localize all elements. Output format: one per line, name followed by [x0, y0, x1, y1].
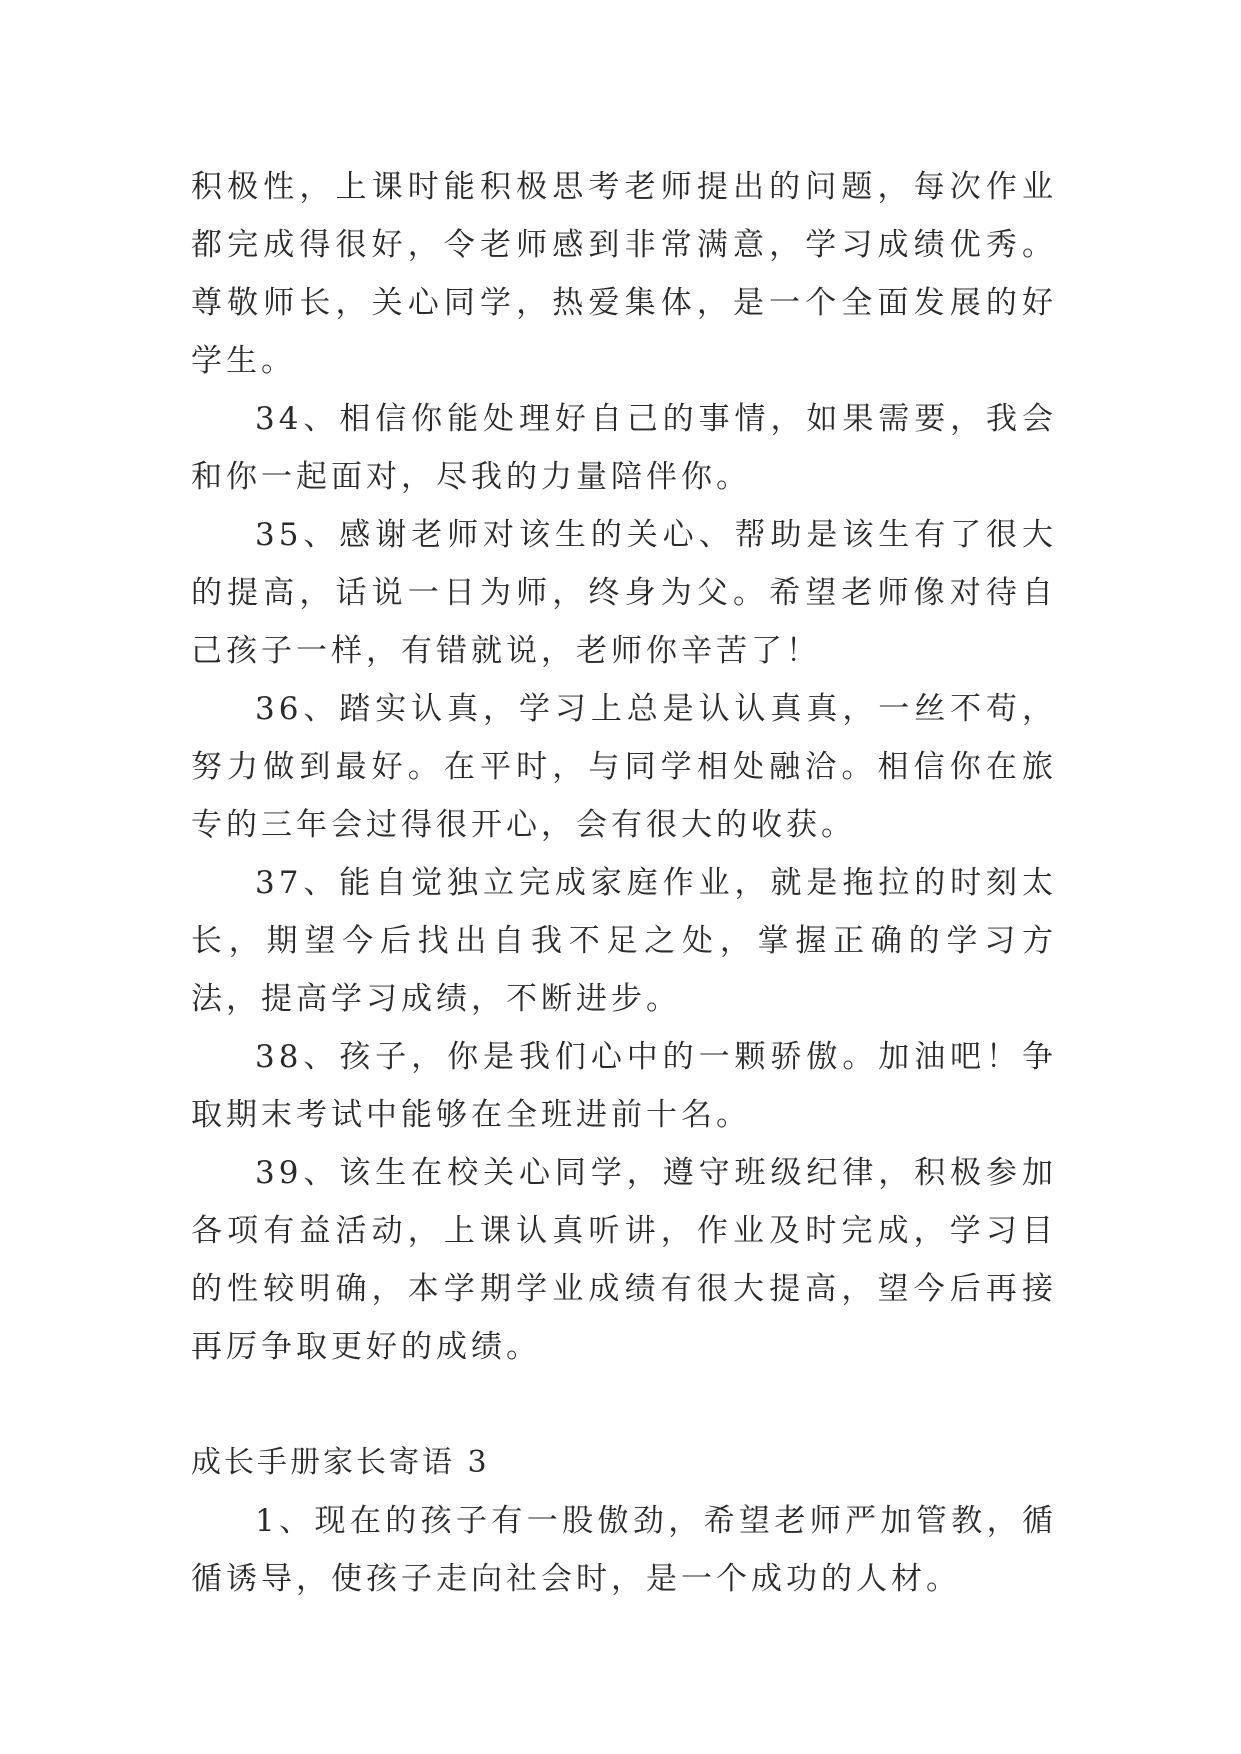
- paragraph-item-35: 35、感谢老师对该生的关心、帮助是该生有了很大的提高，话说一日为师，终身为父。希望老师像对待自己孩子一样，有错就说，老师你辛苦了！: [191, 517, 1057, 669]
- paragraph-item-34: 34、相信你能处理好自己的事情，如果需要，我会和你一起面对，尽我的力量陪伴你。: [191, 401, 1057, 495]
- paragraph-item-1: 1、现在的孩子有一股傲劲，希望老师严加管教，循循诱导，使孩子走向社会时，是一个成功的人材。: [191, 1503, 1057, 1597]
- paragraph-continuation: 积极性，上课时能积极思考老师提出的问题，每次作业都完成得很好，令老师感到非常满意，学习成绩优秀。尊敬师长，关心同学，热爱集体，是一个全面发展的好学生。: [191, 169, 1057, 379]
- paragraph-item-37: 37、能自觉独立完成家庭作业，就是拖拉的时刻太长，期望今后找出自我不足之处，掌握正确的学习方法，提高学习成绩，不断进步。: [191, 865, 1057, 1017]
- paragraph-item-39: 39、该生在校关心同学，遵守班级纪律，积极参加各项有益活动，上课认真听讲，作业及时完成，学习目的性较明确，本学期学业成绩有很大提高，望今后再接再厉争取更好的成绩。: [191, 1155, 1057, 1365]
- document-body: [191, 158, 1057, 1608]
- paragraph-item-38: 38、孩子，你是我们心中的一颗骄傲。加油吧！争取期末考试中能够在全班进前十名。: [191, 1039, 1057, 1133]
- section-heading: 成长手册家长寄语 3: [191, 1445, 490, 1480]
- paragraph-item-36: 36、踏实认真，学习上总是认认真真，一丝不苟，努力做到最好。在平时，与同学相处融洽。相信你在旅专的三年会过得很开心，会有很大的收获。: [191, 691, 1057, 843]
